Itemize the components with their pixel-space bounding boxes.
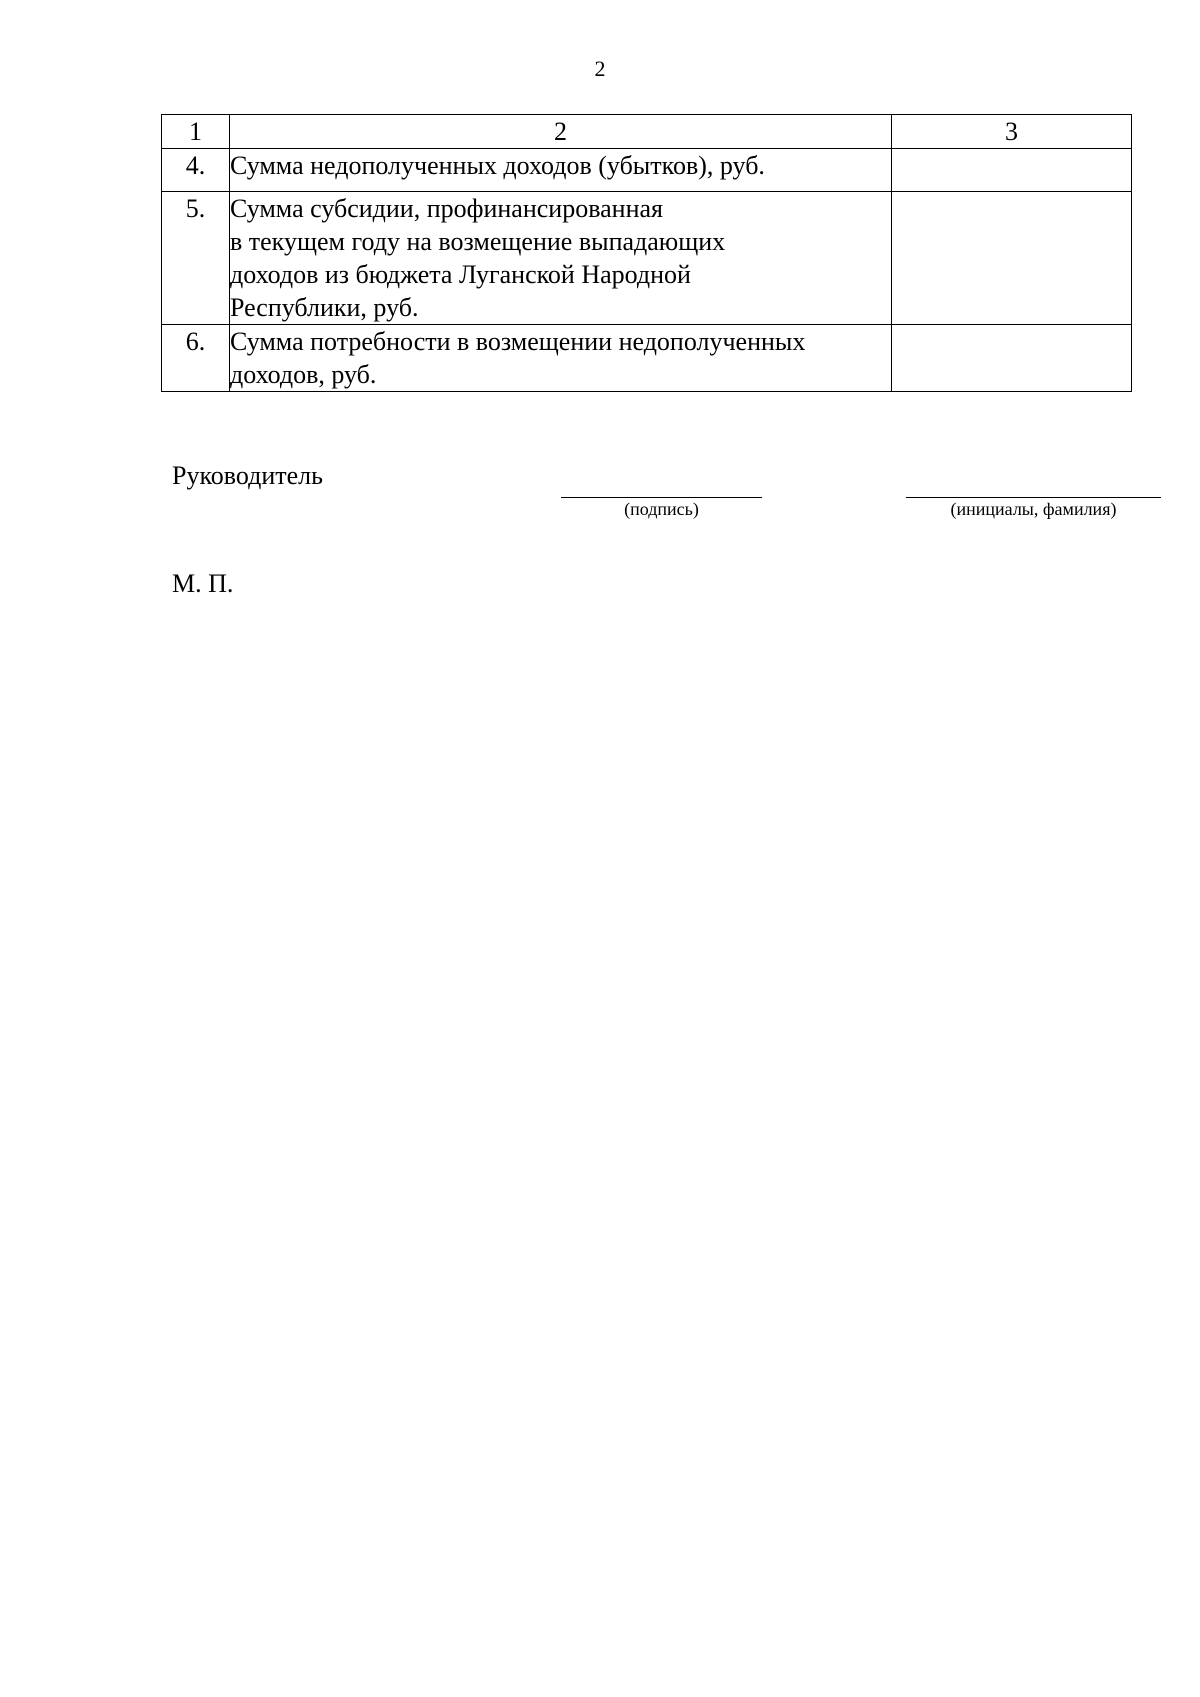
row-value-cell xyxy=(892,325,1132,392)
row-number: 5. xyxy=(162,192,230,325)
signature-caption: (подпись) xyxy=(624,499,699,519)
row-description-line: в текущем году на возмещение выпадающих xyxy=(230,227,726,256)
row-description-line: Сумма потребности в возмещении недополученных xyxy=(230,327,806,356)
table-row xyxy=(162,192,1132,325)
row-number: 4. xyxy=(162,149,230,192)
column-header-2: 2 xyxy=(230,115,892,149)
table-header-row xyxy=(162,115,1132,149)
page-number: 2 xyxy=(594,56,606,81)
row-value-cell xyxy=(892,149,1132,192)
initials-caption: (инициалы, фамилия) xyxy=(950,499,1117,519)
column-header-3: 3 xyxy=(892,115,1132,149)
row-number: 6. xyxy=(162,325,230,392)
stamp-label: М. П. xyxy=(172,569,234,598)
report-table xyxy=(161,114,1132,392)
row-description-line: Сумма недополученных доходов (убытков), руб. xyxy=(230,151,765,180)
row-description-line: Республики, руб. xyxy=(230,293,419,322)
row-description-line: доходов, руб. xyxy=(230,360,377,389)
signatory-role: Руководитель xyxy=(172,461,323,490)
row-description xyxy=(230,192,892,325)
row-value-cell xyxy=(892,192,1132,325)
table-row xyxy=(162,149,1132,192)
signature-block xyxy=(0,460,1200,530)
row-description xyxy=(230,325,892,392)
row-description-line: Сумма субсидии, профинансированная xyxy=(230,194,664,223)
column-header-1: 1 xyxy=(162,115,230,149)
row-description xyxy=(230,149,892,192)
table-row xyxy=(162,325,1132,392)
row-description-line: доходов из бюджета Луганской Народной xyxy=(230,260,691,289)
